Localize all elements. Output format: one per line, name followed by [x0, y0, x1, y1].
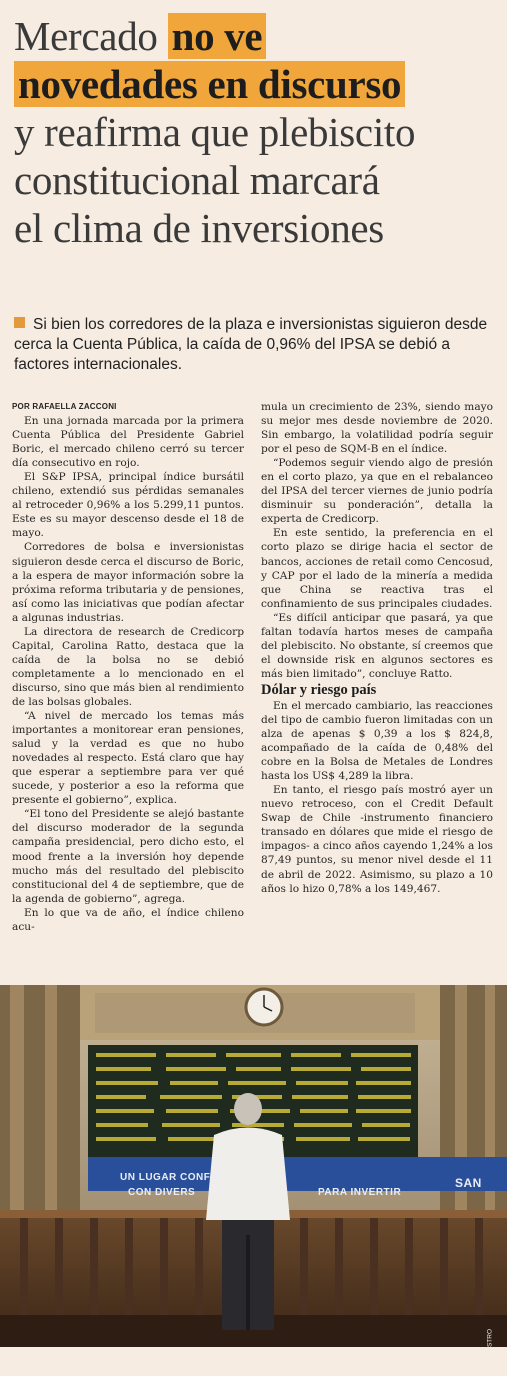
- headline-line-5: el clima de inversiones: [14, 205, 384, 251]
- headline-highlight: novedades en discurso: [14, 61, 405, 107]
- headline-line-2: [14, 60, 500, 108]
- article-column-right: [261, 400, 493, 896]
- body-paragraph: El S&P IPSA, principal índice bursátil chileno, extendió sus pérdidas semanales al retroceder 0,96% a los 5.299,11 puntos. Este es su mayor descenso desde el 18 de mayo.: [12, 471, 244, 540]
- body-paragraph: mula un crecimiento de 23%, siendo mayo su mejor mes desde noviembre de 2020. Sin embargo, la volatilidad podría seguir por el peso de SQM-B en el índice.: [261, 401, 493, 456]
- body-paragraph: “Es difícil anticipar que pasará, ya que faltan todavía hartos meses de campaña del plebiscito. No obstante, sí creemos que el downside risk en algunos sectores es más bien limitado”, concluye Ratto.: [261, 611, 493, 680]
- subheading: Dólar y riesgo país: [261, 681, 377, 698]
- body-paragraph: “A nivel de mercado los temas más importantes a monitorear eran pensiones, salud y la verdad es que no hubo novedades al respecto. Está claro que hay que esperar a septiembre para ver qué sucede, y posterior a eso la reforma que presente el gobierno”, explica.: [12, 710, 244, 807]
- stock-exchange-photo: [0, 985, 507, 1376]
- body-paragraph: En el mercado cambiario, las reacciones del tipo de cambio fueron limitadas con un alza de apenas $ 0,39 a los $ 824,8, acompañado de la caída de 0,48% del cobre en la Bolsa de Metales de Londres hasta los US$ 4,289 la libra.: [261, 699, 493, 783]
- photo-banner-text-2: CON DIVERS: [128, 1187, 196, 1198]
- photo-credit: JULIO CASTRO: [486, 1329, 493, 1376]
- body-paragraph: En una jornada marcada por la primera Cuenta Pública del Presidente Gabriel Boric, el mercado chileno cerró su tercer día consecutivo en rojo.: [12, 415, 244, 470]
- headline-line-1: [14, 12, 500, 60]
- body-paragraph: En este sentido, la preferencia en el corto plazo se dirige hacia el sector de bancos, acciones de retail como Cencosud, y CAP por el lado de la minería a medida que China se reactiva tras el confinamiento de sus principales ciudades.: [261, 527, 493, 610]
- headline-text: Mercado: [14, 13, 168, 59]
- body-paragraph: “El tono del Presidente se alejó bastante del discurso moderador de la segunda campaña presidencial, pero dicho esto, el mood frente a la inversión hoy depende mucho más del resultado del plebiscito constitucional del 4 de septiembre, que de la agenda de gobierno”, agrega.: [12, 808, 244, 905]
- lead-text: Si bien los corredores de la plaza e inversionistas siguieron desde cerca la Cuenta Pública, la caída de 0,96% del IPSA se debió a factores internacionales.: [14, 316, 488, 373]
- photo-illustration: [0, 985, 507, 1347]
- article-column-left: [12, 400, 244, 934]
- body-paragraph: En lo que va de año, el índice chileno acu-: [12, 906, 244, 933]
- body-paragraph: En tanto, el riesgo país mostró ayer un nuevo retroceso, con el Credit Default Swap de Chile -instrumento financiero transado en dólares que mide el riesgo de impagos- a cinco años cayendo 1,24% a los 87,49 puntos, su menor nivel desde el 11 de abril de 2022. Asimismo, su plazo a 10 años lo hizo 0,78% a los 149,467.: [261, 784, 493, 895]
- lead-paragraph: [14, 315, 496, 375]
- photo-banner-text-3: PARA INVERTIR: [318, 1187, 402, 1198]
- photo-banner-text-4: SAN: [455, 1176, 482, 1190]
- headline-line-3: y reafirma que plebiscito: [14, 109, 416, 155]
- headline-line-4: constitucional marcará: [14, 157, 380, 203]
- headline-highlight: no ve: [168, 13, 267, 59]
- body-paragraph: La directora de research de Credicorp Capital, Carolina Ratto, destaca que la caída de la bolsa no se debió completamente a lo mencionado en el discurso, sino que más bien al rendimiento de las bolsas globales.: [12, 625, 244, 708]
- body-paragraph: “Podemos seguir viendo algo de presión en el corto plazo, ya que en el rebalanceo del IPSA del tercer viernes de junio podría disminuir su ponderación”, detalla la experta de Credicorp.: [261, 457, 493, 526]
- photo-banner-text-1: UN LUGAR CONFIA: [120, 1172, 222, 1183]
- body-paragraph: Corredores de bolsa e inversionistas siguieron desde cerca el discurso de Boric, a la espera de mayor información sobre la próxima reforma tributaria y de pensiones, así como las iniciativas que podían afectar a algunas industrias.: [12, 541, 244, 624]
- byline: POR RAFAELLA ZACCONI: [12, 402, 117, 411]
- headline: [14, 12, 500, 252]
- lead-square-icon: [14, 317, 25, 328]
